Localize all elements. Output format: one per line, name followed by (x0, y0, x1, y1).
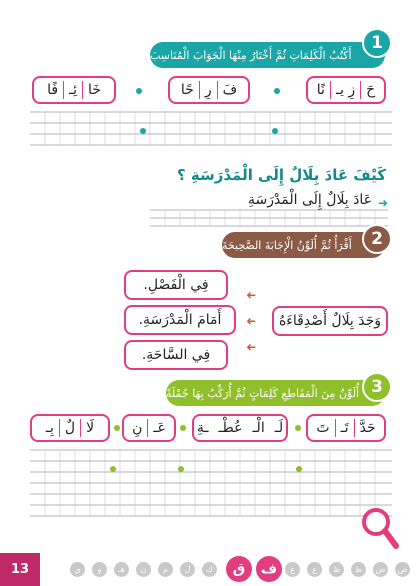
separator (199, 81, 200, 99)
letter-qaf-highlight: ق (226, 556, 252, 582)
letter-dot: ط (351, 562, 366, 577)
arrow-icon: ➜ (246, 340, 257, 354)
segment: تَـ (340, 420, 349, 436)
segment: الْـ (252, 420, 265, 436)
section1-number: 1 (362, 28, 392, 58)
footer (0, 553, 416, 586)
writing-lines-answer[interactable] (150, 208, 388, 230)
sentence-text: وَجَدَ بِلَالٌ أَصْدِقَاءَهُ (278, 313, 382, 329)
page-number: 13 (0, 553, 40, 586)
segment: بِـ (45, 420, 54, 436)
option-text: أَمَامَ الْمَدْرَسَةِ. (138, 312, 222, 328)
letter-dot: ي (70, 562, 85, 577)
section3-instruction: أُلَوِّنُ مِنَ الْمَقَاطِعِ كَلِمَاتٍ ثُمَّ أُرَكِّبُ بِهَا جُمْلَةً (166, 386, 360, 400)
arrow-icon: ➜ (246, 314, 257, 328)
separator (217, 81, 218, 99)
separator-dot (140, 128, 146, 134)
segment: فًا (47, 82, 59, 98)
segment: نِ (132, 420, 143, 436)
separator (82, 81, 83, 99)
letter-fa-highlight: ف (256, 556, 282, 582)
section2-header (222, 232, 385, 258)
segment: لٌ (64, 420, 76, 436)
letter-dot: ل (180, 562, 195, 577)
separator-dot (136, 88, 142, 94)
syllable-box-4[interactable] (30, 414, 110, 442)
section2-number: 2 (362, 224, 392, 254)
word-box-2 (168, 76, 250, 104)
separator (147, 419, 148, 437)
letter-dot: هـ (114, 562, 129, 577)
option-text: فِي الْفَصْلِ. (143, 277, 209, 293)
arrow-icon: ➜ (378, 196, 389, 210)
separator-dot (272, 128, 278, 134)
question-text: كَيْفَ عَادَ بِلَالٌ إِلَى الْمَدْرَسَةِ ؟ (176, 166, 386, 184)
separator-dot (295, 425, 301, 431)
letter-dot: و (92, 562, 107, 577)
letter-dot: م (158, 562, 173, 577)
segment: فَ (222, 82, 238, 98)
section2-instruction: أَقْرَأُ ثُمَّ أُلَوِّنُ الْإِجَابَةَ الصَّحِيحَةَ (222, 238, 352, 252)
segment: عَـ (153, 420, 166, 436)
word-box-1 (306, 76, 386, 104)
segment: ـةِ (196, 420, 209, 436)
option-text: فِي السَّاحَةِ. (141, 347, 211, 363)
separator (335, 419, 336, 437)
separator (360, 81, 361, 99)
separator-dot (180, 425, 186, 431)
segment: لَا (86, 420, 95, 436)
separator-dot (110, 466, 116, 472)
segment: لَـ (274, 420, 284, 436)
segment: زِ يـ (335, 82, 356, 98)
segment: ئِـ (69, 82, 78, 98)
segment: حَدَّ (359, 420, 376, 436)
letter-dot: غ (285, 562, 300, 577)
separator-dot (178, 466, 184, 472)
letter-dot: ع (307, 562, 322, 577)
letter-dot: ك (202, 562, 217, 577)
separator-dot (274, 88, 280, 94)
option-box-2[interactable] (124, 305, 236, 335)
writing-lines-3[interactable] (30, 448, 392, 522)
answer-text: عَادَ بِلَالٌ إِلَى الْمَدْرَسَةِ (247, 192, 372, 208)
section3-number: 3 (362, 372, 392, 402)
letter-dot: ض (373, 562, 388, 577)
section3-header (166, 380, 385, 406)
separator-dot (114, 425, 120, 431)
section3-lines-grid (30, 448, 392, 522)
arrow-icon: ➜ (246, 288, 257, 302)
answer-lines-grid (150, 208, 388, 230)
syllable-box-3[interactable] (122, 414, 176, 442)
option-box-3[interactable] (124, 340, 228, 370)
section1-instruction: أَكْتُبُ الْكَلِمَاتِ ثُمَّ أَخْتَارُ مِنْهَا الْجَوَابَ الْمُنَاسِبَ (150, 48, 352, 62)
separator-dot (296, 466, 302, 472)
segment: عُطْـ (218, 420, 243, 436)
magnifier-icon (360, 506, 400, 552)
segment: حَ (366, 82, 376, 98)
segment: تَ (316, 420, 330, 436)
separator (330, 81, 331, 99)
syllable-box-2[interactable] (192, 414, 288, 442)
letter-dot: ن (136, 562, 151, 577)
word-box-3 (32, 76, 116, 104)
syllable-box-1[interactable] (306, 414, 386, 442)
sentence-box (272, 306, 388, 336)
writing-lines-1[interactable] (30, 110, 392, 148)
separator (354, 419, 355, 437)
segment: حًا (180, 82, 194, 98)
segment: خَا (88, 82, 101, 98)
writing-lines-grid (30, 110, 392, 148)
section1-header (150, 42, 385, 68)
separator (59, 419, 60, 437)
alphabet-strip (50, 560, 410, 580)
letter-dot: ص (395, 562, 410, 577)
letter-dot: ظ (329, 562, 344, 577)
segment: رِ (204, 82, 212, 98)
separator (63, 81, 64, 99)
segment: نًا (316, 82, 325, 98)
option-box-1[interactable] (124, 270, 228, 300)
separator (80, 419, 81, 437)
